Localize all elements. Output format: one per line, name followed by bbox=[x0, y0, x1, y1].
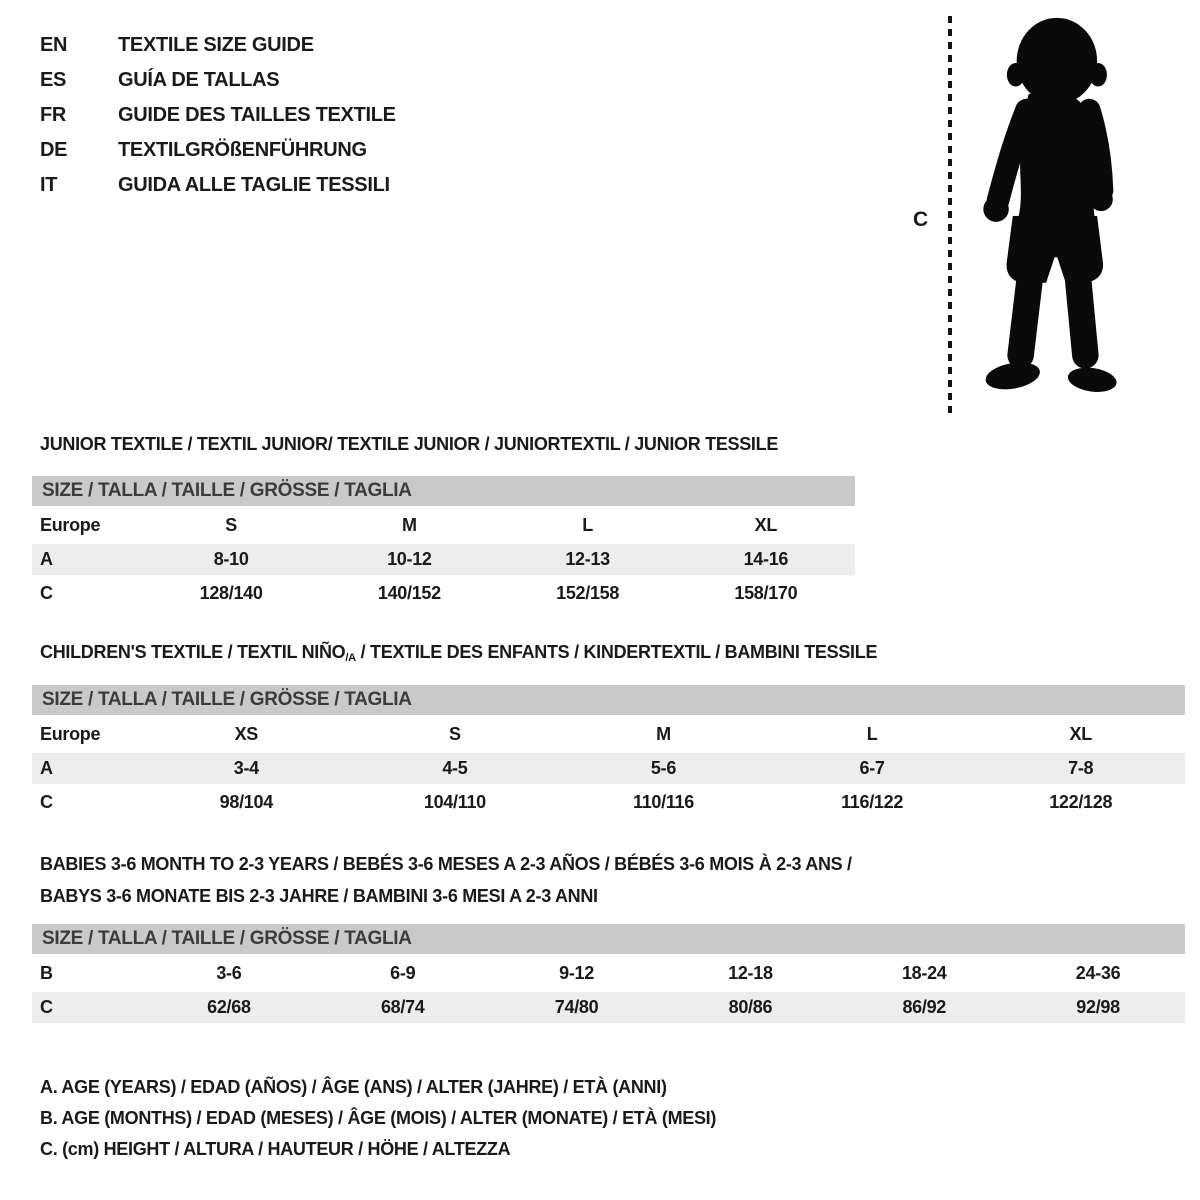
junior-title: JUNIOR TEXTILE / TEXTIL JUNIOR/ TEXTILE JUNIOR / JUNIORTEXTIL / JUNIOR TESSILE bbox=[40, 434, 779, 454]
size-cell: L bbox=[582, 515, 593, 535]
size-cell: S bbox=[225, 515, 237, 535]
age-cell: 3-4 bbox=[233, 758, 259, 779]
age-cell: 6-9 bbox=[390, 963, 416, 983]
height-dashed-line bbox=[948, 16, 952, 416]
height-cell: 128/140 bbox=[199, 583, 263, 603]
age-cell: 8-10 bbox=[213, 549, 249, 569]
row-label: B bbox=[40, 963, 53, 983]
table-row bbox=[32, 958, 1185, 989]
lang-code: IT bbox=[40, 174, 58, 196]
height-cell: 80/86 bbox=[728, 997, 773, 1017]
age-cell: 12-18 bbox=[728, 963, 773, 983]
table-row bbox=[32, 544, 855, 575]
size-cell: M bbox=[402, 515, 417, 535]
height-cell: 140/152 bbox=[377, 583, 441, 603]
lang-label: GUIDA ALLE TAGLIE TESSILI bbox=[118, 174, 390, 196]
height-measure-label: C bbox=[913, 208, 929, 231]
height-cell: 116/122 bbox=[841, 792, 904, 813]
legend-line-c: C. (cm) HEIGHT / ALTURA / HAUTEUR / HÖHE / ALTEZZA bbox=[40, 1139, 511, 1159]
legend-line-a: A. AGE (YEARS) / EDAD (AÑOS) / ÂGE (ANS) / ALTER (JAHRE) / ETÀ (ANNI) bbox=[40, 1077, 667, 1097]
age-cell: 5-6 bbox=[650, 758, 677, 779]
table-row bbox=[32, 578, 855, 609]
children-title bbox=[32, 642, 1185, 664]
age-cell: 6-7 bbox=[859, 758, 885, 779]
legend bbox=[40, 1072, 716, 1165]
lang-code: DE bbox=[40, 139, 68, 161]
size-cell: L bbox=[866, 724, 878, 745]
height-cell: 92/98 bbox=[1076, 997, 1120, 1017]
lang-row-it bbox=[40, 168, 396, 203]
language-list bbox=[40, 28, 396, 203]
age-cell: 3-6 bbox=[216, 963, 242, 983]
table-row bbox=[32, 787, 1185, 818]
row-label: C bbox=[40, 792, 53, 813]
lang-row-en bbox=[40, 28, 396, 63]
junior-size-header-bar: SIZE / TALLA / TAILLE / GRÖSSE / TAGLIA bbox=[32, 476, 855, 506]
babies-size-header-bar: SIZE / TALLA / TAILLE / GRÖSSE / TAGLIA bbox=[32, 924, 1185, 954]
section-children bbox=[32, 642, 1185, 821]
children-size-header-bar: SIZE / TALLA / TAILLE / GRÖSSE / TAGLIA bbox=[32, 685, 1185, 715]
lang-row-de bbox=[40, 133, 396, 168]
age-cell: 18-24 bbox=[901, 963, 947, 983]
height-cell: 104/110 bbox=[423, 792, 486, 813]
table-row bbox=[32, 719, 1185, 750]
table-row bbox=[32, 510, 855, 541]
row-label: C bbox=[40, 997, 53, 1017]
row-label: C bbox=[40, 583, 53, 603]
height-cell: 74/80 bbox=[554, 997, 599, 1017]
lang-row-fr bbox=[40, 98, 396, 133]
lang-code: EN bbox=[40, 34, 68, 56]
lang-code: ES bbox=[40, 69, 67, 91]
size-cell: XL bbox=[1069, 724, 1092, 745]
lang-label: GUIDE DES TAILLES TEXTILE bbox=[118, 104, 396, 126]
legend-line-b: B. AGE (MONTHS) / EDAD (MESES) / ÂGE (MOIS) / ALTER (MONATE) / ETÀ (MESI) bbox=[40, 1108, 717, 1128]
size-cell: XL bbox=[754, 515, 778, 535]
toddler-silhouette-icon bbox=[962, 10, 1142, 422]
row-label: Europe bbox=[40, 724, 101, 745]
height-cell: 152/158 bbox=[556, 583, 620, 603]
height-cell: 122/128 bbox=[1049, 792, 1113, 813]
height-cell: 86/92 bbox=[902, 997, 947, 1017]
children-title-sub: /A bbox=[345, 652, 356, 665]
height-cell: 158/170 bbox=[734, 583, 798, 603]
age-cell: 4-5 bbox=[442, 758, 468, 779]
lang-row-es bbox=[40, 63, 396, 98]
age-cell: 14-16 bbox=[743, 549, 789, 569]
children-title-post: / TEXTILE DES ENFANTS / KINDERTEXTIL / BAMBINI TESSILE bbox=[355, 642, 878, 662]
babies-title-line2: BABYS 3-6 MONATE BIS 2-3 JAHRE / BAMBINI 3-6 MESI A 2-3 ANNI bbox=[40, 886, 598, 906]
height-cell: 62/68 bbox=[207, 997, 251, 1017]
table-row bbox=[32, 753, 1185, 784]
lang-label: TEXTILGRÖßENFÜHRUNG bbox=[118, 139, 367, 161]
children-title-pre: CHILDREN'S TEXTILE / TEXTIL NIÑO bbox=[40, 642, 346, 662]
lang-label: GUÍA DE TALLAS bbox=[118, 69, 280, 91]
babies-title-line1: BABIES 3-6 MONTH TO 2-3 YEARS / BEBÉS 3-6 MESES A 2-3 AÑOS / BÉBÉS 3-6 MOIS À 2-3 ANS / bbox=[40, 854, 852, 874]
age-cell: 24-36 bbox=[1075, 963, 1121, 983]
row-label: Europe bbox=[40, 515, 101, 535]
section-babies bbox=[32, 848, 1185, 1026]
age-cell: 10-12 bbox=[387, 549, 432, 569]
size-cell: M bbox=[656, 724, 671, 745]
age-cell: 7-8 bbox=[1068, 758, 1094, 779]
height-cell: 98/104 bbox=[219, 792, 273, 813]
row-label: A bbox=[40, 549, 53, 569]
height-cell: 68/74 bbox=[380, 997, 425, 1017]
size-cell: XS bbox=[234, 724, 258, 745]
row-label: A bbox=[40, 758, 53, 779]
age-cell: 9-12 bbox=[559, 963, 594, 983]
table-row bbox=[32, 992, 1185, 1023]
height-cell: 110/116 bbox=[633, 792, 694, 813]
size-cell: S bbox=[449, 724, 461, 745]
lang-label: TEXTILE SIZE GUIDE bbox=[118, 34, 314, 56]
age-cell: 12-13 bbox=[565, 549, 610, 569]
section-junior bbox=[32, 434, 855, 612]
lang-code: FR bbox=[40, 104, 67, 126]
